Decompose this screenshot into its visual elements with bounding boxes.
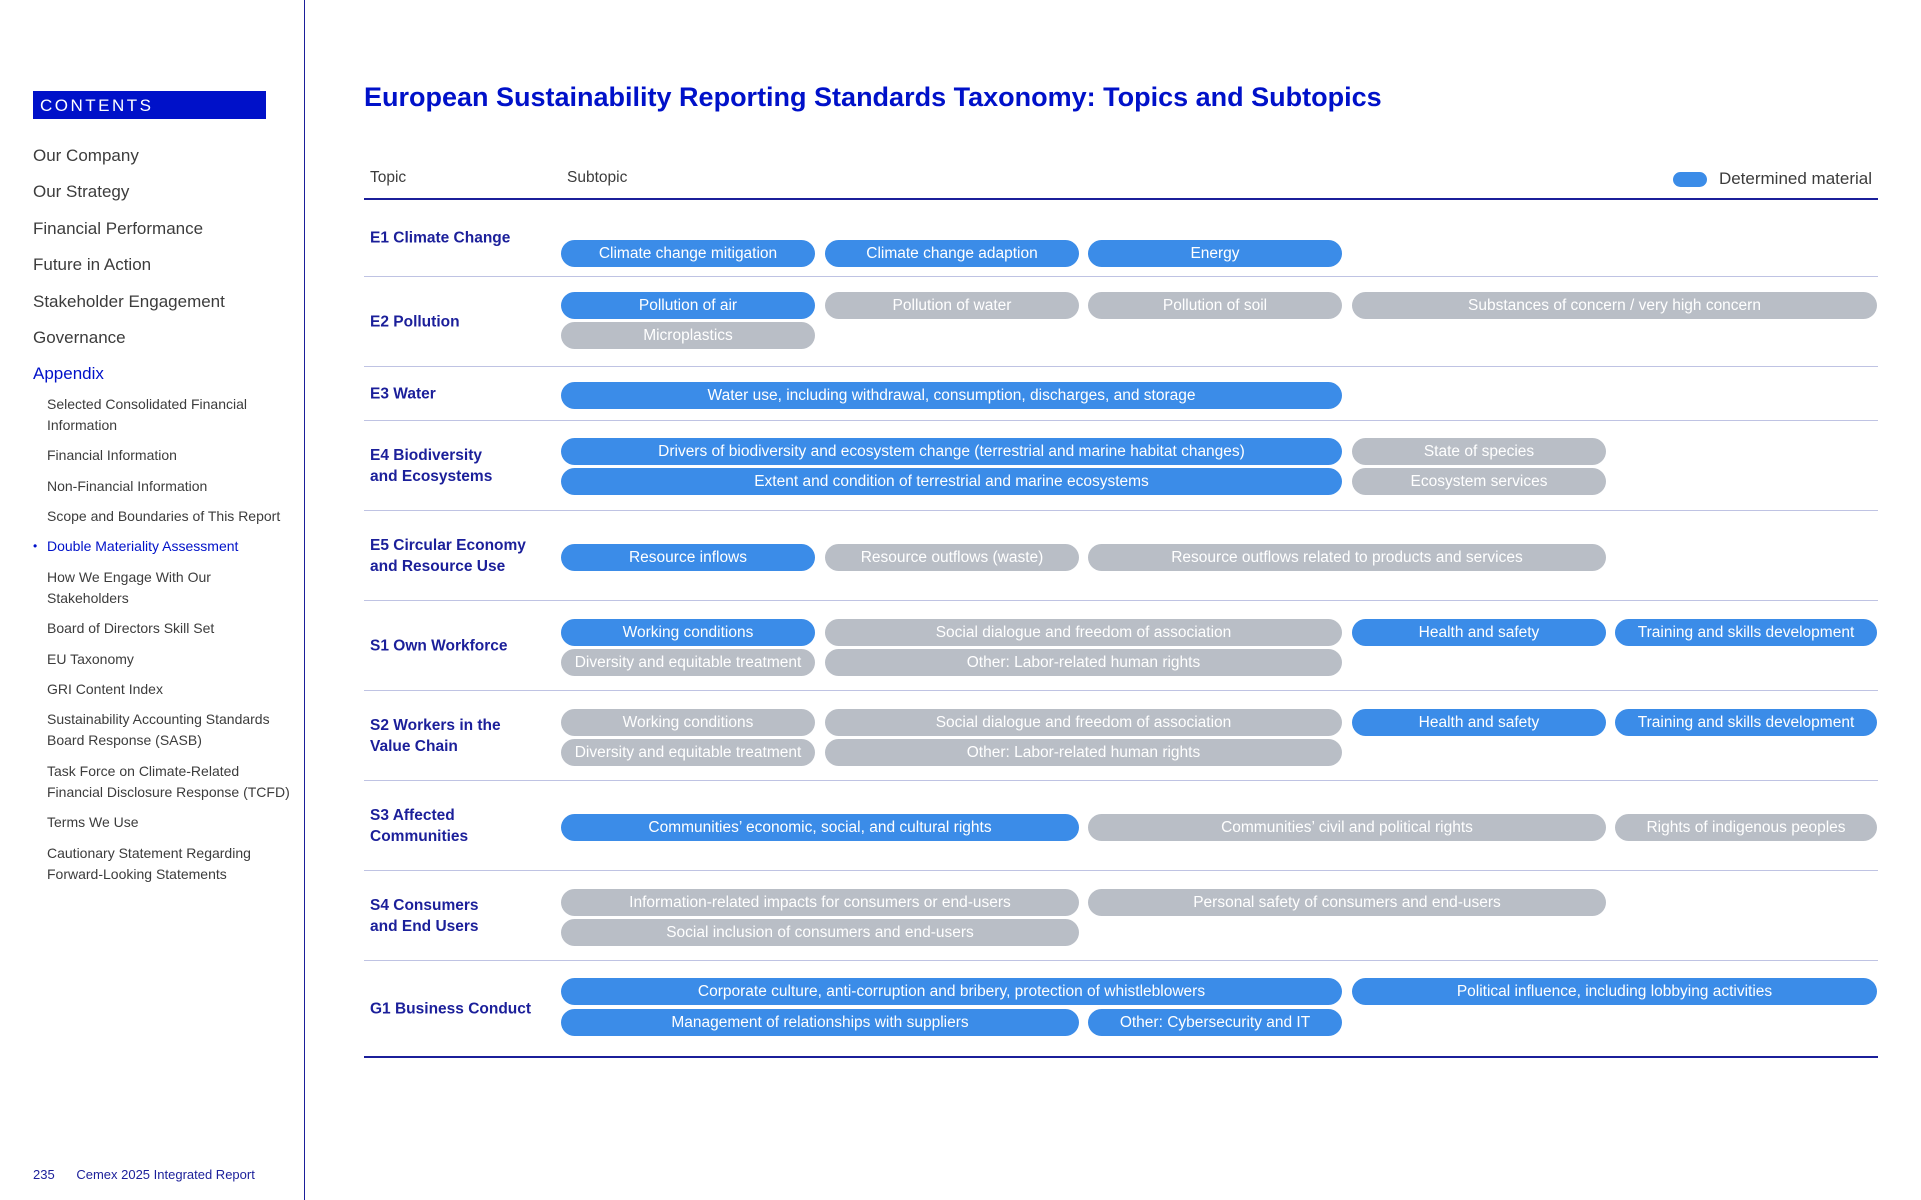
subtopic-pill-information-related-impacts-for-consumers-or-end-users: Information-related impacts for consumers or end-users	[561, 889, 1079, 916]
table-of-contents	[33, 138, 293, 894]
subtopic-list	[561, 961, 1878, 1056]
subtopic-list	[561, 781, 1878, 870]
table-row	[364, 691, 1878, 781]
nav-financial-information[interactable]: Financial Information	[47, 447, 177, 464]
subtopic-pill-drivers-of-biodiversity-and-ecosystem-change-terrestrial-and-marine-habitat-changes: Drivers of biodiversity and ecosystem change (terrestrial and marine habitat changes)	[561, 438, 1342, 465]
legend	[1673, 169, 1872, 189]
subtopic-pill-social-inclusion-of-consumers-and-end-users: Social inclusion of consumers and end-users	[561, 919, 1079, 946]
nav-board-skill-set[interactable]: Board of Directors Skill Set	[47, 620, 215, 637]
subtopic-pill-climate-change-adaption: Climate change adaption	[825, 240, 1079, 267]
subtopic-pill-extent-and-condition-of-terrestrial-and-marine-ecosystems: Extent and condition of terrestrial and marine ecosystems	[561, 468, 1342, 495]
nav-future-in-action[interactable]: Future in Action	[33, 255, 152, 275]
nav-double-materiality-assessment[interactable]	[33, 536, 293, 557]
topic-label	[370, 805, 545, 847]
topic-label-line: E2 Pollution	[370, 313, 460, 330]
subtopic-pill-health-and-safety: Health and safety	[1352, 619, 1606, 646]
legend-label: Determined material	[1718, 169, 1872, 188]
nav-item-label: Double Materiality Assessment	[47, 538, 239, 555]
table-row	[364, 871, 1878, 961]
subtopic-pill-communities-economic-social-and-cultural-rights: Communities’ economic, social, and cultural rights	[561, 814, 1079, 841]
subtopic-pill-resource-outflows-related-to-products-and-services: Resource outflows related to products and services	[1088, 544, 1606, 571]
topic-label-line: and Ecosystems	[370, 467, 493, 485]
subtopic-list	[561, 601, 1878, 690]
topic-label	[370, 445, 545, 487]
nav-gri-content-index[interactable]: GRI Content Index	[47, 680, 163, 697]
topic-label-line: S2 Workers in the	[370, 716, 501, 734]
subtopic-pill-training-and-skills-development: Training and skills development	[1615, 709, 1877, 736]
esrs-taxonomy-table	[364, 160, 1878, 1058]
topic-label-line: and End Users	[370, 917, 479, 935]
nav-appendix[interactable]: Appendix	[33, 364, 104, 384]
table-row	[364, 781, 1878, 871]
nav-our-company[interactable]: Our Company	[33, 146, 139, 165]
topic-label-line: and Resource Use	[370, 557, 506, 575]
topic-label-line: Value Chain	[370, 737, 458, 755]
topic-label-line: E4 Biodiversity	[370, 446, 482, 464]
subtopic-pill-ecosystem-services: Ecosystem services	[1352, 468, 1606, 495]
subtopic-pill-corporate-culture-anti-corruption-and-bribery-protection-of-whistleblowers: Corporate culture, anti-corruption and bribery, protection of whistleblowers	[561, 978, 1342, 1005]
subtopic-pill-pollution-of-soil: Pollution of soil	[1088, 292, 1342, 319]
topic-label	[370, 998, 545, 1019]
subtopic-pill-water-use-including-withdrawal-consumption-discharges-and-storage: Water use, including withdrawal, consumption, discharges, and storage	[561, 382, 1342, 409]
nav-governance[interactable]: Governance	[33, 328, 126, 348]
subtopic-pill-other-labor-related-human-rights: Other: Labor-related human rights	[825, 739, 1342, 766]
topic-label-line: S3 Affected	[370, 806, 455, 824]
topic-label	[370, 311, 545, 332]
subtopic-pill-social-dialogue-and-freedom-of-association: Social dialogue and freedom of association	[825, 619, 1342, 646]
nav-eu-taxonomy[interactable]: EU Taxonomy	[47, 650, 134, 667]
nav-cautionary-statement[interactable]: Cautionary Statement Regarding Forward-Looking Statements	[47, 844, 251, 882]
subtopic-pill-health-and-safety: Health and safety	[1352, 709, 1606, 736]
nav-terms-we-use[interactable]: Terms We Use	[47, 814, 139, 831]
active-bullet: •	[33, 539, 38, 554]
nav-sasb-response[interactable]: Sustainability Accounting Standards Board Response (SASB)	[47, 711, 270, 749]
topic-label	[370, 535, 545, 577]
topic-label-line: S4 Consumers	[370, 896, 479, 914]
table-row	[364, 421, 1878, 511]
nav-selected-consolidated-financial-information[interactable]: Selected Consolidated Financial Information	[47, 395, 248, 433]
nav-tcfd-response[interactable]: Task Force on Climate-Related Financial Disclosure Response (TCFD)	[47, 762, 290, 800]
nav-financial-performance[interactable]: Financial Performance	[33, 218, 204, 238]
topic-label	[370, 383, 545, 404]
subtopic-pill-working-conditions: Working conditions	[561, 709, 815, 736]
contents-heading[interactable]: CONTENTS	[33, 91, 266, 119]
table-row	[364, 367, 1878, 421]
topic-label-line: E5 Circular Economy	[370, 536, 526, 554]
topic-label	[370, 228, 545, 249]
appendix-submenu	[33, 394, 293, 885]
table-header	[364, 160, 1878, 200]
subtopic-pill-substances-of-concern-very-high-concern: Substances of concern / very high concern	[1352, 292, 1877, 319]
topic-label	[370, 715, 545, 757]
subtopic-list	[561, 200, 1878, 276]
topic-label-line: S1 Own Workforce	[370, 637, 508, 654]
subtopic-pill-energy: Energy	[1088, 240, 1342, 267]
topic-label-line: E1 Climate Change	[370, 229, 511, 247]
nav-non-financial-information[interactable]: Non-Financial Information	[47, 477, 208, 494]
topic-column-header: Topic	[370, 169, 407, 186]
page-number: 235	[33, 1167, 55, 1182]
nav-how-we-engage[interactable]: How We Engage With Our Stakeholders	[47, 568, 211, 606]
material-swatch	[1673, 172, 1707, 187]
subtopic-list	[561, 871, 1878, 960]
nav-our-strategy[interactable]: Our Strategy	[33, 182, 130, 202]
subtopic-list	[561, 511, 1878, 600]
subtopic-pill-pollution-of-air: Pollution of air	[561, 292, 815, 319]
table-row	[364, 601, 1878, 691]
subtopic-pill-pollution-of-water: Pollution of water	[825, 292, 1079, 319]
table-row	[364, 277, 1878, 367]
nav-stakeholder-engagement[interactable]: Stakeholder Engagement	[33, 291, 225, 311]
subtopic-pill-other-cybersecurity-and-it: Other: Cybersecurity and IT	[1088, 1009, 1342, 1036]
subtopic-column-header: Subtopic	[567, 169, 628, 186]
table-row	[364, 961, 1878, 1058]
subtopic-pill-personal-safety-of-consumers-and-end-users: Personal safety of consumers and end-users	[1088, 889, 1606, 916]
subtopic-list	[561, 421, 1878, 510]
subtopic-list	[561, 691, 1878, 780]
subtopic-pill-state-of-species: State of species	[1352, 438, 1606, 465]
subtopic-pill-social-dialogue-and-freedom-of-association: Social dialogue and freedom of association	[825, 709, 1342, 736]
subtopic-pill-microplastics: Microplastics	[561, 322, 815, 349]
subtopic-pill-other-labor-related-human-rights: Other: Labor-related human rights	[825, 649, 1342, 676]
report-name: Cemex 2025 Integrated Report	[76, 1167, 255, 1182]
subtopic-pill-resource-inflows: Resource inflows	[561, 544, 815, 571]
subtopic-pill-political-influence-including-lobbying-activities: Political influence, including lobbying activities	[1352, 978, 1877, 1005]
subtopic-pill-management-of-relationships-with-suppliers: Management of relationships with suppliers	[561, 1009, 1079, 1036]
topic-label	[370, 895, 545, 937]
table-body	[364, 200, 1878, 1058]
topic-label-line: E3 Water	[370, 385, 436, 402]
subtopic-list	[561, 367, 1878, 420]
subtopic-pill-training-and-skills-development: Training and skills development	[1615, 619, 1877, 646]
page-footer	[33, 1167, 255, 1182]
topic-label	[370, 635, 545, 656]
subtopic-pill-diversity-and-equitable-treatment: Diversity and equitable treatment	[561, 739, 815, 766]
topic-label-line: Communities	[370, 827, 469, 845]
subtopic-pill-climate-change-mitigation: Climate change mitigation	[561, 240, 815, 267]
subtopic-list	[561, 277, 1878, 366]
table-row	[364, 200, 1878, 277]
topic-label-line: G1 Business Conduct	[370, 1000, 532, 1017]
subtopic-pill-diversity-and-equitable-treatment: Diversity and equitable treatment	[561, 649, 815, 676]
nav-scope-and-boundaries[interactable]: Scope and Boundaries of This Report	[47, 508, 281, 525]
page-title: European Sustainability Reporting Standards Taxonomy: Topics and Subtopics	[364, 82, 1382, 112]
subtopic-pill-resource-outflows-waste: Resource outflows (waste)	[825, 544, 1079, 571]
subtopic-pill-working-conditions: Working conditions	[561, 619, 815, 646]
sidebar	[0, 0, 305, 1200]
subtopic-pill-communities-civil-and-political-rights: Communities’ civil and political rights	[1088, 814, 1606, 841]
subtopic-pill-rights-of-indigenous-peoples: Rights of indigenous peoples	[1615, 814, 1877, 841]
table-row	[364, 511, 1878, 601]
